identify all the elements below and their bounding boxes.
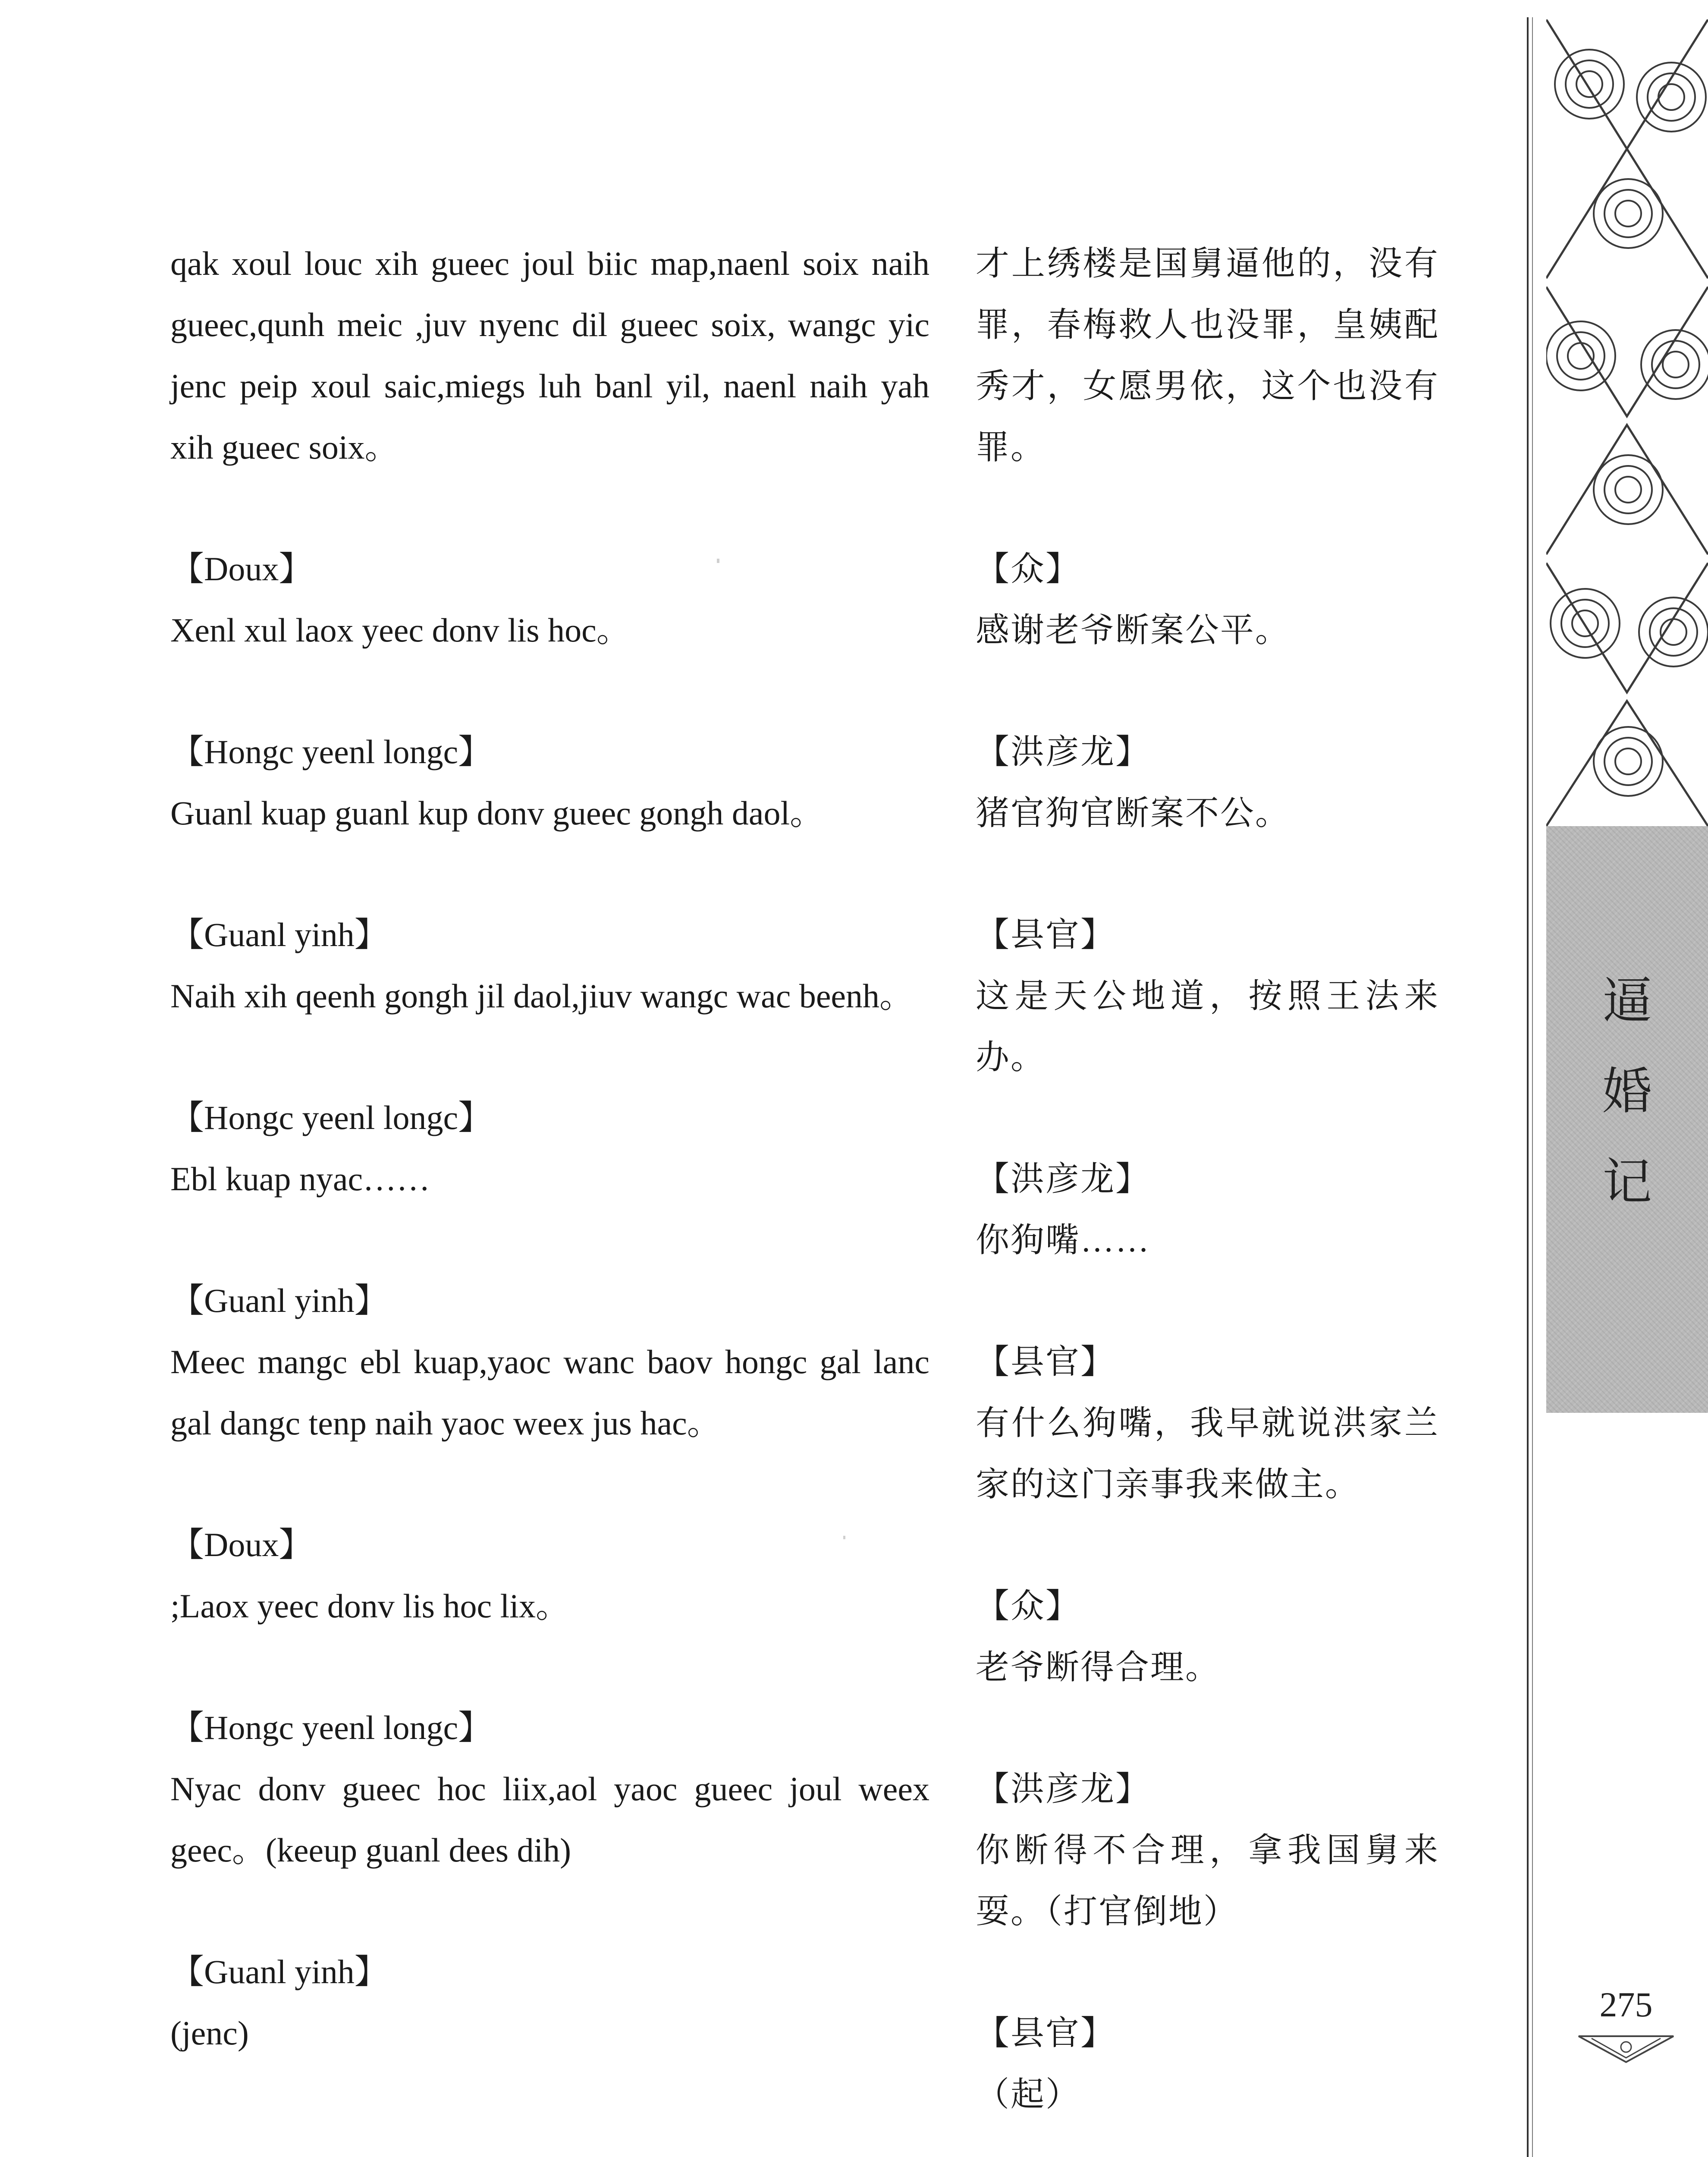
speaker-label: 【众】	[976, 1587, 1081, 1625]
chinese-paragraph-8: 【县官】 （起）	[976, 2003, 1439, 2125]
speaker-label: 【Guanl yinh】	[170, 1953, 388, 1990]
margin-rule-right	[1532, 17, 1533, 2157]
chinese-paragraph-5: 【县官】 有什么狗嘴，我早就说洪家兰家的这门亲事我来做主。	[976, 1331, 1439, 1515]
dong-paragraph-7: 【Hongc yeenl longc】 Nyac donv gueec hoc liix,aol yaoc gueec joul weex geec。(keeup guanl dees dih)	[170, 1697, 929, 1881]
page-ornament-icon	[1574, 2034, 1678, 2064]
dong-paragraph-1: 【Doux】 Xenl xul laox yeec donv lis hoc。	[170, 538, 929, 661]
speaker-label: 【Guanl yinh】	[170, 916, 388, 953]
chinese-paragraph-1: 【众】 感谢老爷断案公平。	[976, 538, 1439, 661]
dong-paragraph-2: 【Hongc yeenl longc】 Guanl kuap guanl kup donv gueec gongh daol。	[170, 721, 929, 844]
dong-paragraph-4: 【Hongc yeenl longc】 Ebl kuap nyac……	[170, 1087, 929, 1210]
chinese-paragraph-0: 才上绣楼是国舅逼他的，没有罪，春梅救人也没罪，皇姨配秀才，女愿男依，这个也没有罪。	[976, 245, 1439, 466]
speaker-label: 【洪彦龙】	[976, 1770, 1151, 1808]
speaker-label: 【县官】	[976, 1343, 1116, 1380]
chapter-tab	[1546, 826, 1708, 1413]
dong-paragraph-5: 【Guanl yinh】 Meec mangc ebl kuap,yaoc wanc baov hongc gal lanc gal dangc tenp naih yaoc weex jus hac。	[170, 1270, 929, 1454]
chinese-paragraph-6: 【众】 老爷断得合理。	[976, 1575, 1439, 1698]
dong-paragraph-3: 【Guanl yinh】 Naih xih qeenh gongh jil daol,jiuv wangc wac beenh。	[170, 904, 929, 1027]
chinese-paragraph-3: 【县官】 这是天公地道，按照王法来办。	[976, 904, 1439, 1088]
speaker-label: 【洪彦龙】	[976, 733, 1151, 770]
cloud-wave-pattern-icon	[1546, 19, 1708, 826]
speaker-label: 【县官】	[976, 2014, 1116, 2052]
speaker-label: 【Doux】	[170, 1526, 313, 1563]
speaker-label: 【Guanl yinh】	[170, 1282, 388, 1319]
chinese-paragraph-2: 【洪彦龙】 猪官狗官断案不公。	[976, 721, 1439, 844]
speaker-label: 【Doux】	[170, 550, 313, 588]
dong-paragraph-0: qak xoul louc xih gueec joul biic map,naenl soix naih gueec,qunh meic ,juv nyenc dil gueec soix, wangc yic jenc peip xoul saic,miegs luh banl yil, naenl naih yah xih gueec soix。	[170, 245, 929, 466]
scan-mark	[717, 559, 719, 563]
speaker-label: 【Hongc yeenl longc】	[170, 1099, 492, 1136]
speaker-label: 【Hongc yeenl longc】	[170, 1709, 492, 1746]
speaker-label: 【洪彦龙】	[976, 1160, 1151, 1198]
chinese-paragraph-4: 【洪彦龙】 你狗嘴……	[976, 1148, 1439, 1271]
margin-rule-left	[1527, 17, 1529, 2157]
chinese-paragraph-7: 【洪彦龙】 你断得不合理，拿我国舅来耍。（打官倒地）	[976, 1758, 1439, 1942]
speaker-label: 【县官】	[976, 916, 1116, 953]
dong-language-column	[170, 233, 929, 2064]
speaker-label: 【众】	[976, 550, 1081, 588]
page-number: 275	[1599, 1985, 1653, 2024]
chapter-title: 逼 婚 记	[1602, 972, 1652, 1211]
scan-mark	[843, 1536, 845, 1539]
dong-paragraph-6: 【Doux】 ;Laox yeec donv lis hoc lix。	[170, 1514, 929, 1637]
speaker-label: 【Hongc yeenl longc】	[170, 733, 492, 770]
chinese-column	[976, 233, 1439, 2125]
dong-paragraph-8: 【Guanl yinh】 (jenc)	[170, 1941, 929, 2064]
